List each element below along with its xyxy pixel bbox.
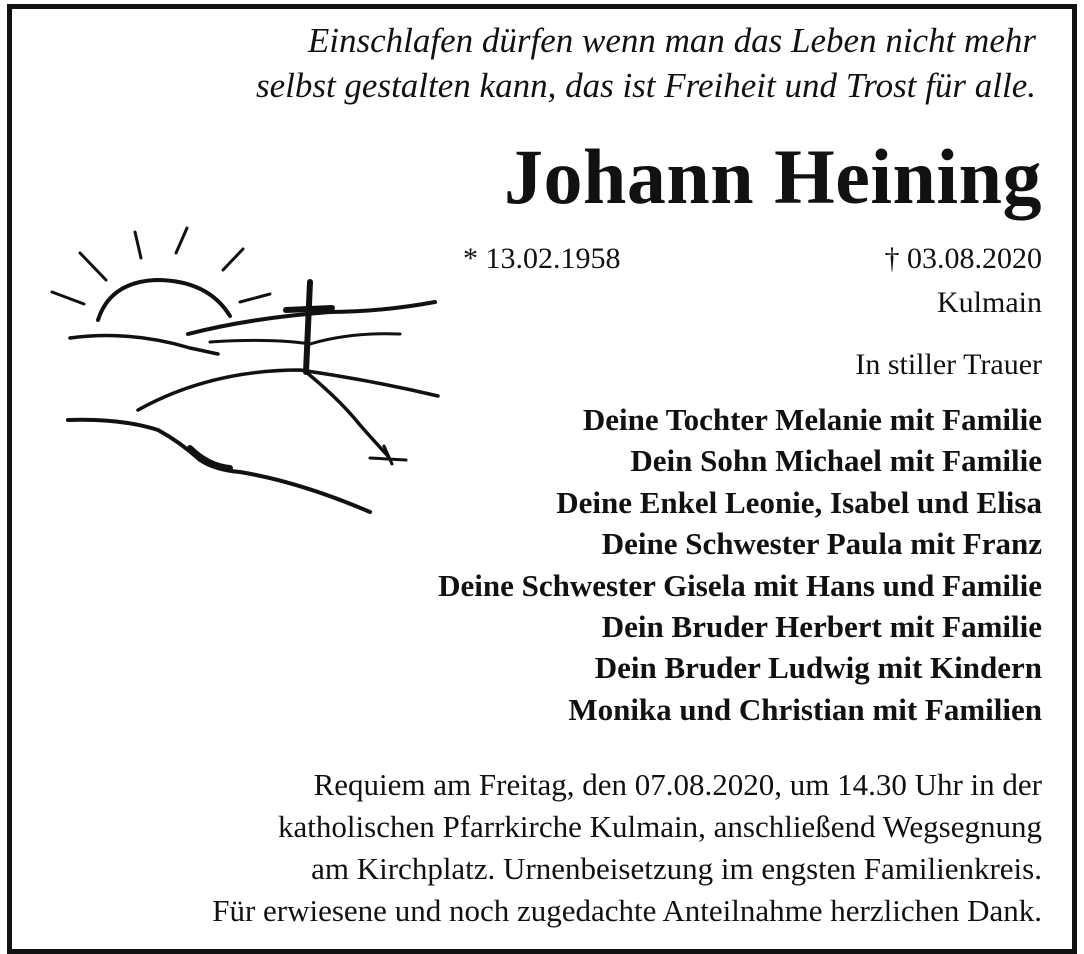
- motto-line: Einschlafen dürfen wenn man das Leben nicht mehr: [307, 21, 1036, 60]
- sunset-hills-cross-icon: [40, 220, 450, 520]
- mourner-entry: Monika und Christian mit Familien: [568, 691, 1042, 727]
- motto-line: selbst gestalten kann, das ist Freiheit und Trost für alle.: [255, 66, 1036, 105]
- mourner-entry: Deine Tochter Melanie mit Familie: [582, 402, 1042, 437]
- mourners-list: [438, 399, 1042, 730]
- place-name: Kulmain: [937, 286, 1042, 319]
- mourner-entry: Deine Schwester Paula mit Franz: [601, 526, 1042, 562]
- mourner-entry: Deine Schwester Gisela mit Hans und Familie: [438, 567, 1042, 603]
- notice-line: Für erwiesene und noch zugedachte Anteilnahme herzlichen Dank.: [212, 893, 1042, 928]
- birth-date: * 13.02.1958: [463, 242, 621, 275]
- deceased-name: Johann Heining: [503, 133, 1042, 220]
- notice-line: katholischen Pfarrkirche Kulmain, anschließend Wegsegnung: [278, 809, 1042, 844]
- funeral-notice: [212, 764, 1042, 932]
- death-date: † 03.08.2020: [884, 242, 1042, 275]
- mourning-line: In stiller Trauer: [855, 348, 1042, 381]
- notice-line: Requiem am Freitag, den 07.08.2020, um 14.30 Uhr in der: [313, 767, 1042, 802]
- mourner-entry: Dein Bruder Herbert mit Familie: [601, 609, 1042, 645]
- mourner-entry: Dein Sohn Michael mit Familie: [630, 443, 1042, 479]
- mourner-entry: Dein Bruder Ludwig mit Kindern: [594, 650, 1042, 686]
- mourner-entry: Deine Enkel Leonie, Isabel und Elisa: [556, 484, 1042, 520]
- notice-line: am Kirchplatz. Urnenbeisetzung im engsten Familienkreis.: [311, 851, 1042, 886]
- motto-quote: [256, 18, 1036, 108]
